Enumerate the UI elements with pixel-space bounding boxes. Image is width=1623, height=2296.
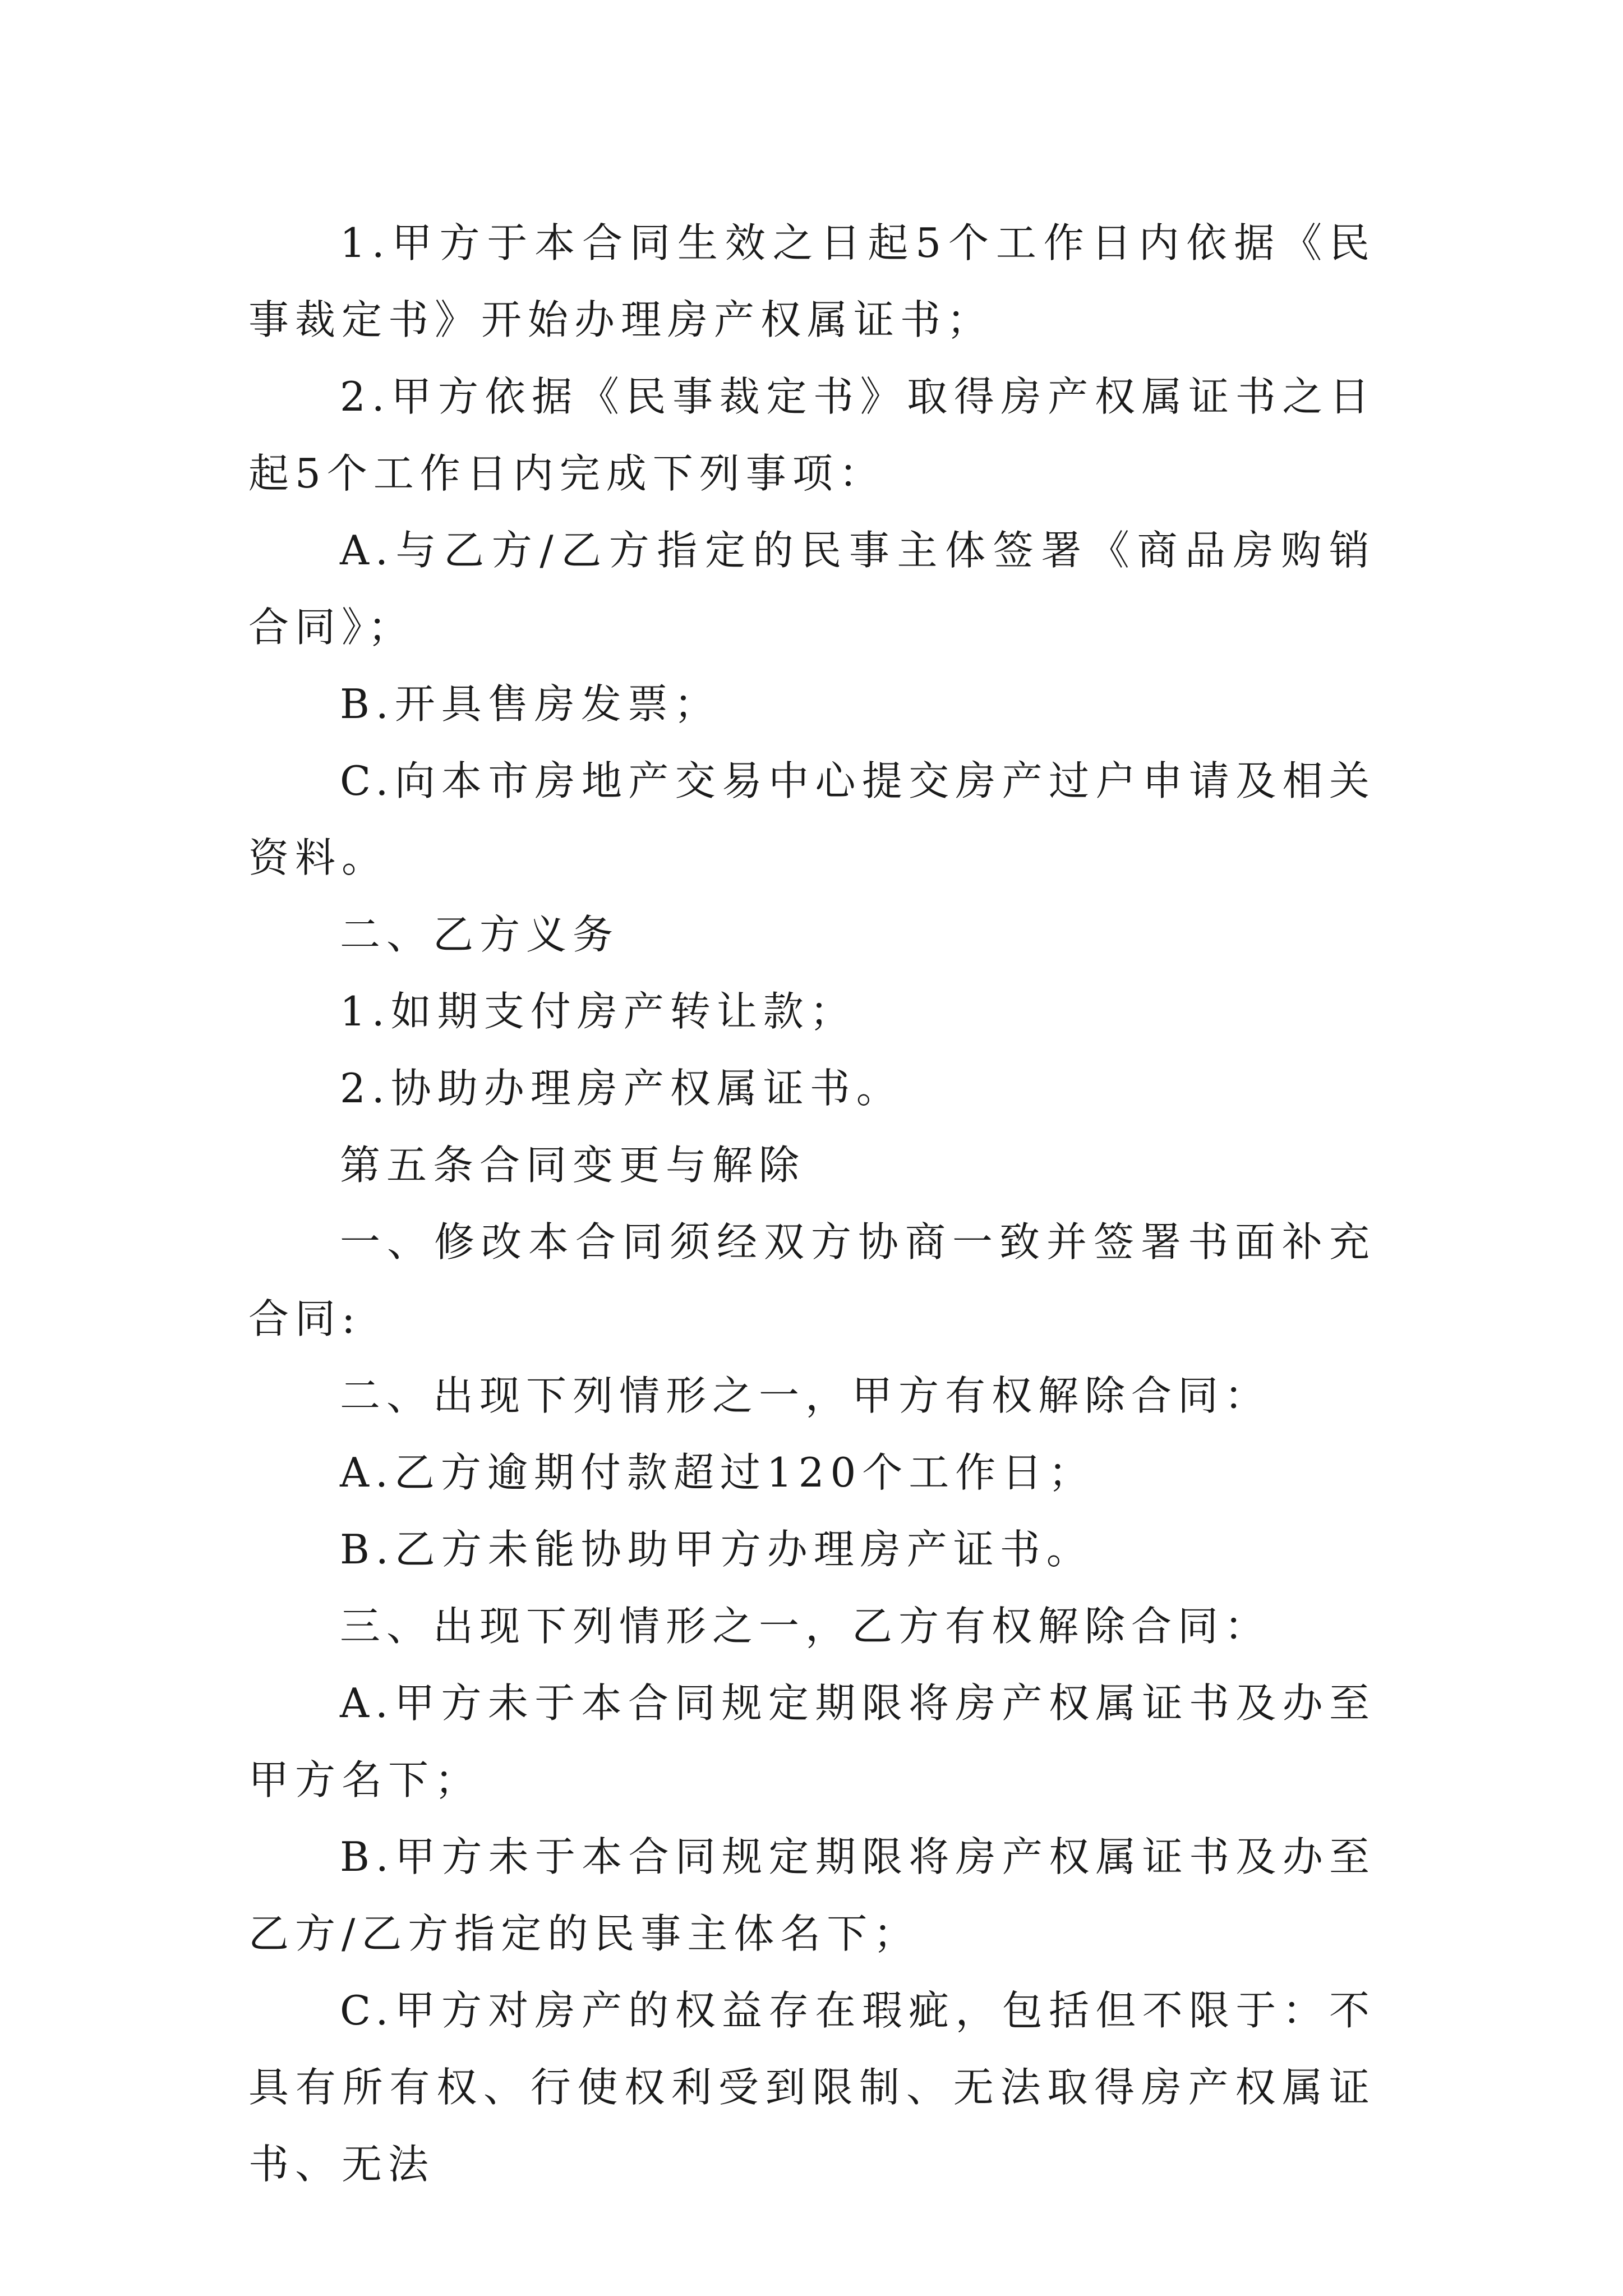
paragraph-12: A.乙方逾期付款超过120个工作日； <box>340 1449 1095 1496</box>
paragraph-2: 2.甲方依据《民事裁定书》取得房产权属证书之日起5个工作日内完成下列事项： <box>248 373 1376 497</box>
document-body <box>248 205 1376 2203</box>
paragraph-7: 1.如期支付房产转让款； <box>340 988 856 1035</box>
paragraph-8: 2.协助办理房产权属证书。 <box>340 1065 903 1112</box>
paragraph-5: C.向本市房地产交易中心提交房产过户申请及相关资料。 <box>248 757 1376 881</box>
paragraph-13: B.乙方未能协助甲方办理房产证书。 <box>340 1526 1093 1573</box>
paragraph-17: C.甲方对房产的权益存在瑕疵，包括但不限于：不具有所有权、行使权利受到限制、无法取得房产权属证书、无法 <box>248 1987 1376 2188</box>
paragraph-15: A.甲方未于本合同规定期限将房产权属证书及办至甲方名下； <box>248 1680 1376 1803</box>
section-heading-party-b-obligations: 二、乙方义务 <box>340 911 620 958</box>
paragraph-16: B.甲方未于本合同规定期限将房产权属证书及办至乙方/乙方指定的民事主体名下； <box>248 1833 1376 1957</box>
article-heading-5: 第五条合同变更与解除 <box>340 1142 806 1189</box>
paragraph-4: B.开具售房发票； <box>340 680 721 728</box>
paragraph-11: 二、出现下列情形之一，甲方有权解除合同： <box>340 1372 1271 1419</box>
paragraph-10: 一、修改本合同须经双方协商一致并签署书面补充合同: <box>248 1218 1376 1342</box>
paragraph-3: A.与乙方/乙方指定的民事主体签署《商品房购销合同》； <box>248 527 1376 651</box>
paragraph-14: 三、出现下列情形之一，乙方有权解除合同： <box>340 1603 1271 1650</box>
paragraph-1: 1.甲方于本合同生效之日起5个工作日内依据《民事裁定书》开始办理房产权属证书； <box>248 219 1376 343</box>
